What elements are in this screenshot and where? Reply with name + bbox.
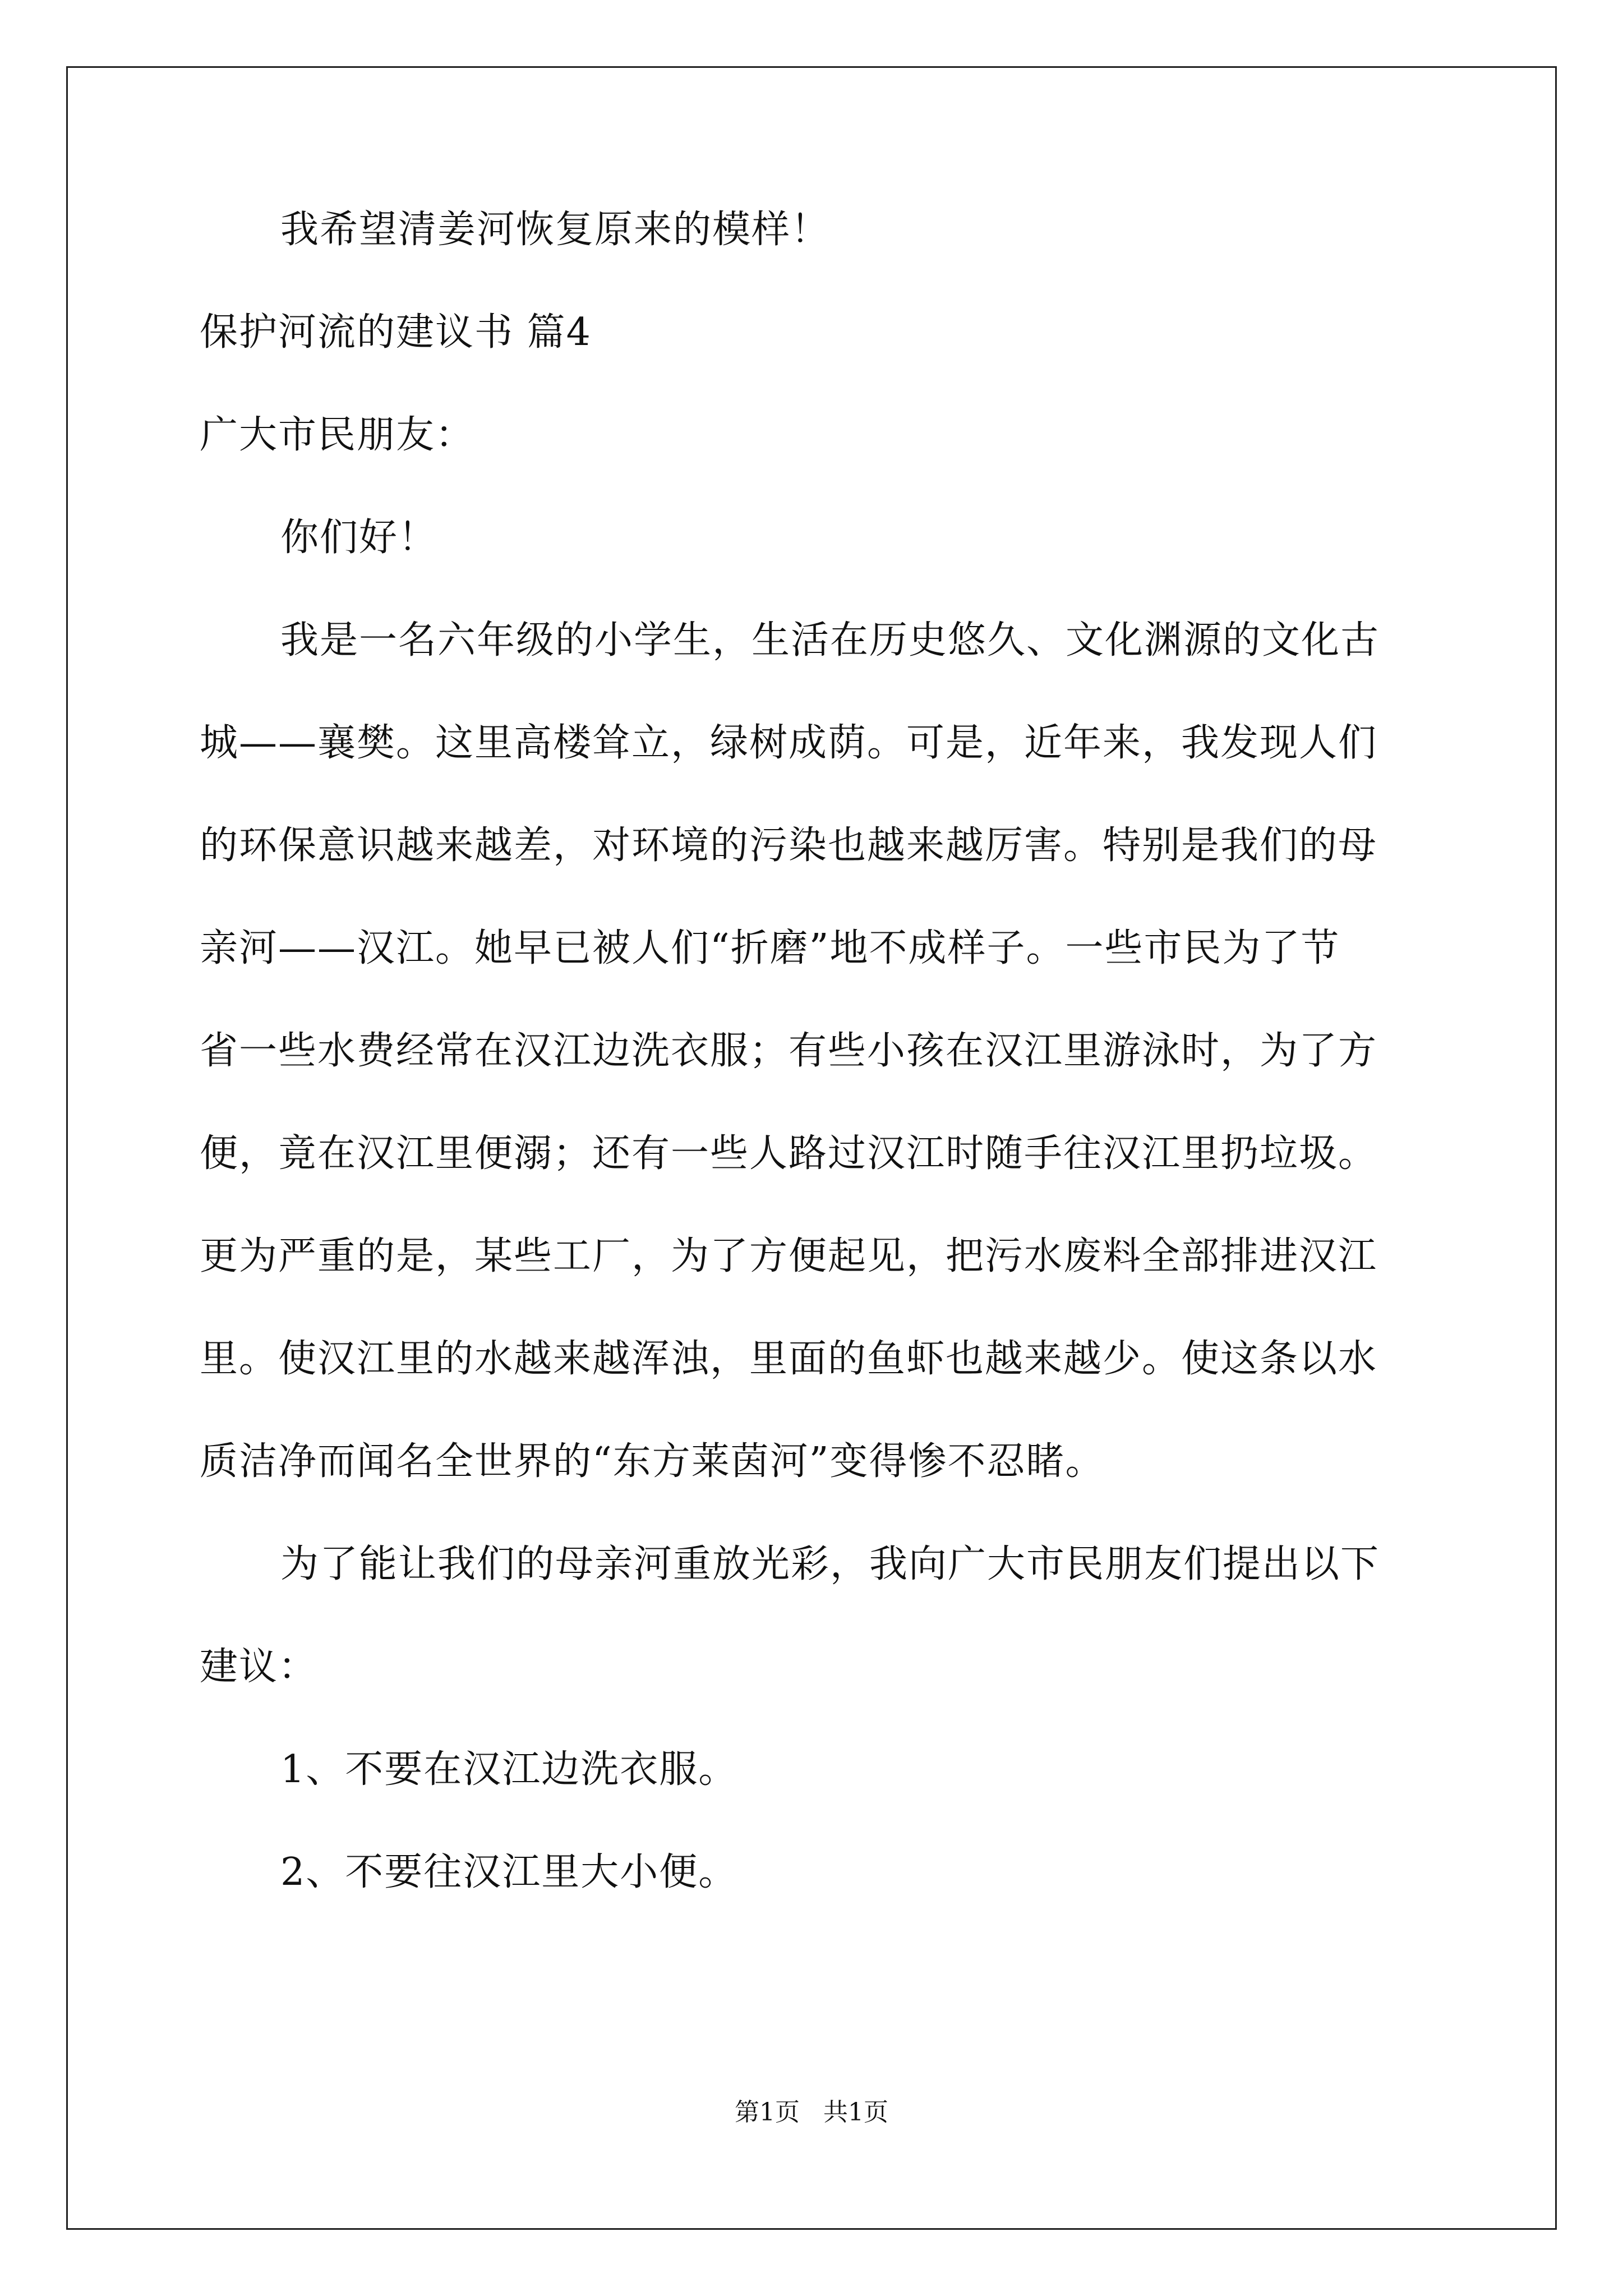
greeting: 你们好！ [280, 516, 438, 560]
paragraph-line: 我是一名六年级的小学生，生活在历史悠久、文化渊源的文化古 [280, 618, 1380, 662]
paragraph-line: 建议： [200, 1645, 318, 1689]
paragraph-line: 亲河——汉江。她早已被人们“折磨”地不成样子。一些市民为了节 [200, 926, 1340, 970]
paragraph-line: 便，竟在汉江里便溺；还有一些人路过汉江时随手往汉江里扔垃圾。 [200, 1131, 1378, 1176]
paragraph-line: 的环保意识越来越差，对环境的污染也越来越厉害。特别是我们的母 [200, 823, 1378, 868]
paragraph-line: 城——襄樊。这里高楼耸立，绿树成荫。可是，近年来，我发现人们 [200, 721, 1378, 765]
paragraph-line: 省一些水费经常在汉江边洗衣服；有些小孩在汉江里游泳时，为了方 [200, 1029, 1378, 1073]
section-heading: 保护河流的建议书 篇4 [200, 310, 592, 355]
paragraph-line: 为了能让我们的母亲河重放光彩，我向广大市民朋友们提出以下 [280, 1542, 1380, 1586]
paragraph-line: 我希望清姜河恢复原来的模样！ [280, 208, 831, 252]
salutation: 广大市民朋友： [200, 413, 475, 457]
list-item: 2、不要往汉江里大小便。 [280, 1850, 738, 1894]
paragraph-line: 更为严重的是，某些工厂，为了方便起见，把污水废料全部排进汉江 [200, 1234, 1378, 1278]
paragraph-line: 里。使汉江里的水越来越浑浊，里面的鱼虾也越来越少。使这条以水 [200, 1337, 1378, 1381]
list-item: 1、不要在汉江边洗衣服。 [280, 1747, 738, 1792]
paragraph-line: 质洁净而闻名全世界的“东方莱茵河”变得惨不忍睹。 [200, 1439, 1105, 1484]
page-number: 第1页 共1页 [735, 2098, 888, 2127]
